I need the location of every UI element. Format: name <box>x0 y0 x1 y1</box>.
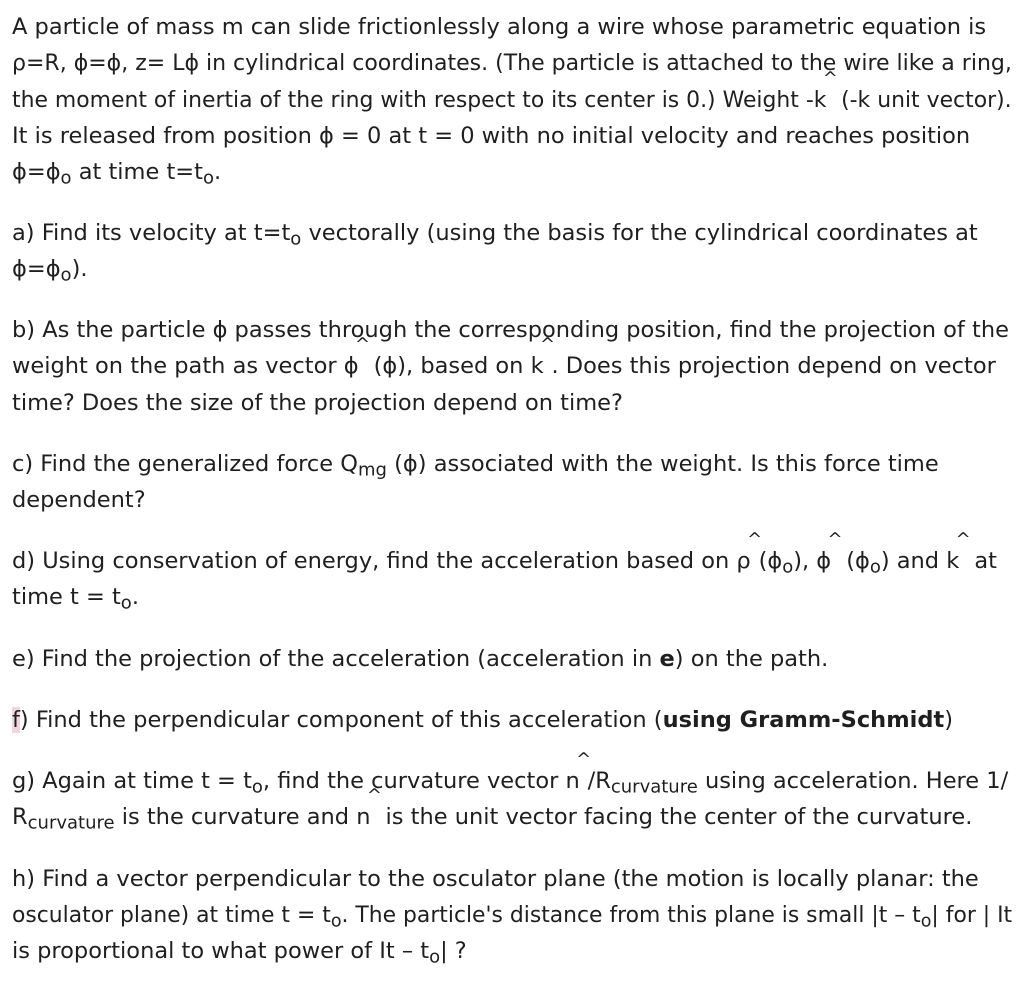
text: . <box>213 159 222 185</box>
text: is proportional to what power of It – t <box>12 938 430 964</box>
part-d-line-2 <box>12 582 139 612</box>
text: dependent? <box>12 487 146 513</box>
part-c-line-2 <box>12 485 146 515</box>
text: (ϕ) associated with the weight. Is this force time <box>394 451 939 477</box>
part-h-line-1 <box>12 864 979 894</box>
text: e) Find the projection of the acceleration (acceleration in <box>12 646 660 672</box>
subscript: o <box>869 556 881 578</box>
text: It is released from position ϕ = 0 at t = 0 with no initial velocity and reaches position <box>12 123 971 149</box>
text: ) <box>944 707 953 733</box>
subscript: o <box>330 910 342 932</box>
text: ) on the path. <box>674 646 829 672</box>
subscript: o <box>202 167 214 189</box>
hat-symbol <box>544 351 552 381</box>
part-b-line-2 <box>12 351 996 381</box>
text: time t = t <box>12 584 121 610</box>
text: at time t=t <box>78 159 203 185</box>
text: /R <box>587 768 611 794</box>
hat-symbol <box>831 546 839 576</box>
subscript: curvature <box>27 812 115 834</box>
part-b-line-3 <box>12 388 623 418</box>
subscript: o <box>290 228 302 250</box>
part-a-line-1 <box>12 218 978 248</box>
part-g-line-2 <box>12 802 972 832</box>
text: ) and k <box>880 548 960 574</box>
text: is the unit vector facing the center of the curvature. <box>385 804 973 830</box>
intro-line-1 <box>12 12 986 42</box>
text: time? Does the size of the projection depend on time? <box>12 390 623 416</box>
text: | for | It <box>931 902 1013 928</box>
intro-line-2 <box>12 48 1012 78</box>
hat-symbol <box>371 802 379 832</box>
text: A particle of mass m can slide frictionlessly along a wire whose parametric equation is <box>12 14 987 40</box>
text: is the curvature and n <box>121 804 371 830</box>
text: (ϕ), based on k <box>373 353 544 379</box>
subscript: o <box>429 946 441 968</box>
part-f-line-1 <box>12 705 953 735</box>
text: ) Find the perpendicular component of this acceleration ( <box>19 707 663 733</box>
part-h-line-3 <box>12 936 467 966</box>
text: (-k unit vector). <box>841 87 1012 113</box>
subscript: mg <box>358 459 387 481</box>
text: the moment of inertia of the ring with respect to its center is 0.) Weight -k <box>12 87 827 113</box>
subscript: o <box>60 264 72 286</box>
text: . The particle's distance from this plane is small |t – t <box>341 902 921 928</box>
hat-symbol <box>359 351 367 381</box>
bold-text: e <box>659 646 675 672</box>
text: h) Find a vector perpendicular to the osculator plane (the motion is locally planar: the <box>12 866 979 892</box>
text: ). <box>71 256 88 282</box>
part-h-line-2 <box>12 900 1012 930</box>
text: R <box>12 804 28 830</box>
text: at <box>974 548 997 574</box>
part-c-line-1 <box>12 449 939 479</box>
intro-line-5 <box>12 157 221 187</box>
text: , find the curvature vector n <box>262 768 580 794</box>
part-b-line-1 <box>12 315 1009 345</box>
hat-symbol <box>580 766 588 796</box>
text: weight on the path as vector ϕ <box>12 353 359 379</box>
highlighted-letter: f <box>12 707 20 733</box>
subscript: o <box>920 910 932 932</box>
intro-line-4 <box>12 121 970 151</box>
text: using acceleration. Here 1/ <box>704 768 1009 794</box>
text: ϕ=ϕ <box>12 159 61 185</box>
part-a-line-2 <box>12 254 88 284</box>
subscript: curvature <box>610 776 698 798</box>
text: . <box>131 584 139 610</box>
hat-symbol <box>959 546 967 576</box>
part-e-line-1 <box>12 644 828 674</box>
hat-symbol <box>751 546 759 576</box>
text: a) Find its velocity at t=t <box>12 220 291 246</box>
text: . Does this projection depend on vector <box>551 353 996 379</box>
subscript: o <box>251 776 263 798</box>
text: osculator plane) at time t = t <box>12 902 331 928</box>
subscript: o <box>782 556 794 578</box>
text: | ? <box>440 938 467 964</box>
text: (ϕ <box>758 548 783 574</box>
text: g) Again at time t = t <box>12 768 252 794</box>
text: ρ=R, ϕ=ϕ, z= Lϕ in cylindrical coordinates. (The particle is attached to the wire like a ring, <box>12 50 1012 76</box>
hat-symbol <box>826 85 834 115</box>
part-g-line-1 <box>12 766 1008 796</box>
subscript: o <box>120 592 132 614</box>
text: ϕ=ϕ <box>12 256 61 282</box>
text: d) Using conservation of energy, find the acceleration based on ρ <box>12 548 751 574</box>
part-d-line-1 <box>12 546 997 576</box>
text: ), ϕ <box>793 548 832 574</box>
text: c) Find the generalized force Q <box>12 451 359 477</box>
subscript: o <box>60 167 72 189</box>
text: vectorally (using the basis for the cylindrical coordinates at <box>308 220 978 246</box>
text: (ϕ <box>846 548 870 574</box>
text: b) As the particle ϕ passes through the corresponding position, find the projection of the <box>12 317 1009 343</box>
intro-line-3 <box>12 85 1012 115</box>
bold-text: using Gramm-Schmidt <box>662 707 945 733</box>
